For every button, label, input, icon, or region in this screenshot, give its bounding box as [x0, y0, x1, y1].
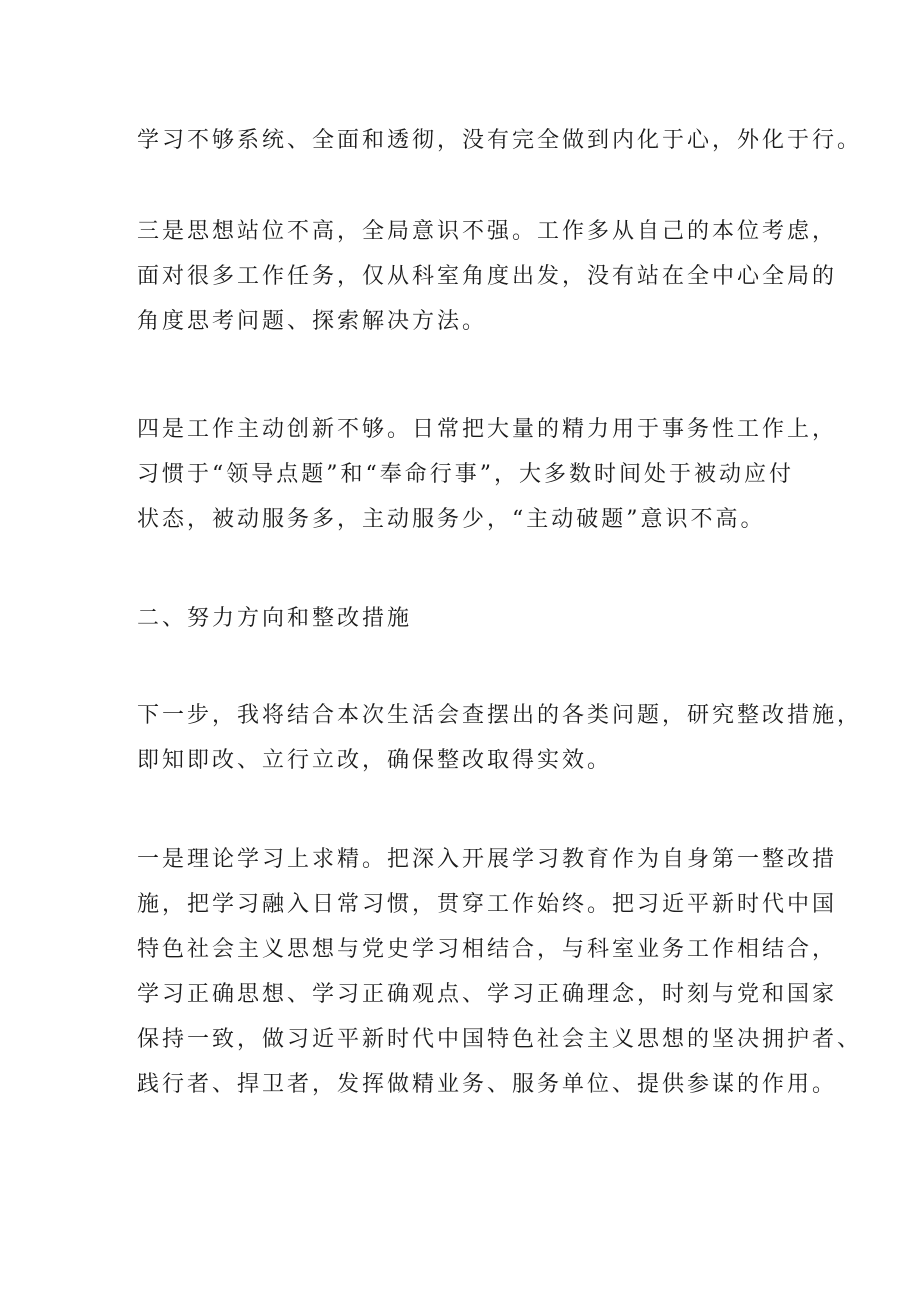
text-line: 习惯于“领导点题”和“奉命行事”，大多数时间处于被动应付 [137, 462, 794, 487]
text-line: 保持一致，做习近平新时代中国特色社会主义思想的坚决拥护者、 [137, 1027, 863, 1052]
paragraph-theory-study [137, 837, 863, 1107]
text-line: 即知即改、立行立改，确保整改取得实效。 [137, 748, 613, 773]
text-line: 学习不够系统、全面和透彻，没有完全做到内化于心，外化于行。 [137, 128, 863, 153]
text-line: 践行者、捍卫者，发挥做精业务、服务单位、提供参谋的作用。 [137, 1072, 838, 1097]
text-line: 下一步，我将结合本次生活会查摆出的各类问题，研究整改措施， [137, 703, 863, 728]
text-line: 角度思考问题、探索解决方法。 [137, 309, 488, 334]
text-line: 特色社会主义思想与党史学习相结合，与科室业务工作相结合， [137, 937, 838, 962]
text-line: 施，把学习融入日常习惯，贯穿工作始终。把习近平新时代中国 [137, 892, 838, 917]
text-line: 学习正确思想、学习正确观点、学习正确理念，时刻与党和国家 [137, 982, 838, 1007]
text-line: 四是工作主动创新不够。日常把大量的精力用于事务性工作上， [137, 417, 838, 442]
text-line: 三是思想站位不高，全局意识不强。工作多从自己的本位考虑， [137, 219, 838, 244]
text-line: 一是理论学习上求精。把深入开展学习教育作为自身第一整改措 [137, 847, 838, 872]
text-line: 二、努力方向和整改措施 [137, 606, 413, 631]
text-line: 面对很多工作任务，仅从科室角度出发，没有站在全中心全局的 [137, 264, 838, 289]
paragraph-point-four [137, 407, 838, 542]
paragraph-next-step [137, 693, 863, 783]
paragraph-study-incomplete [137, 118, 863, 163]
section-heading [137, 596, 817, 641]
paragraph-point-three [137, 209, 838, 344]
text-line: 状态，被动服务多，主动服务少，“主动破题”意识不高。 [137, 507, 766, 532]
